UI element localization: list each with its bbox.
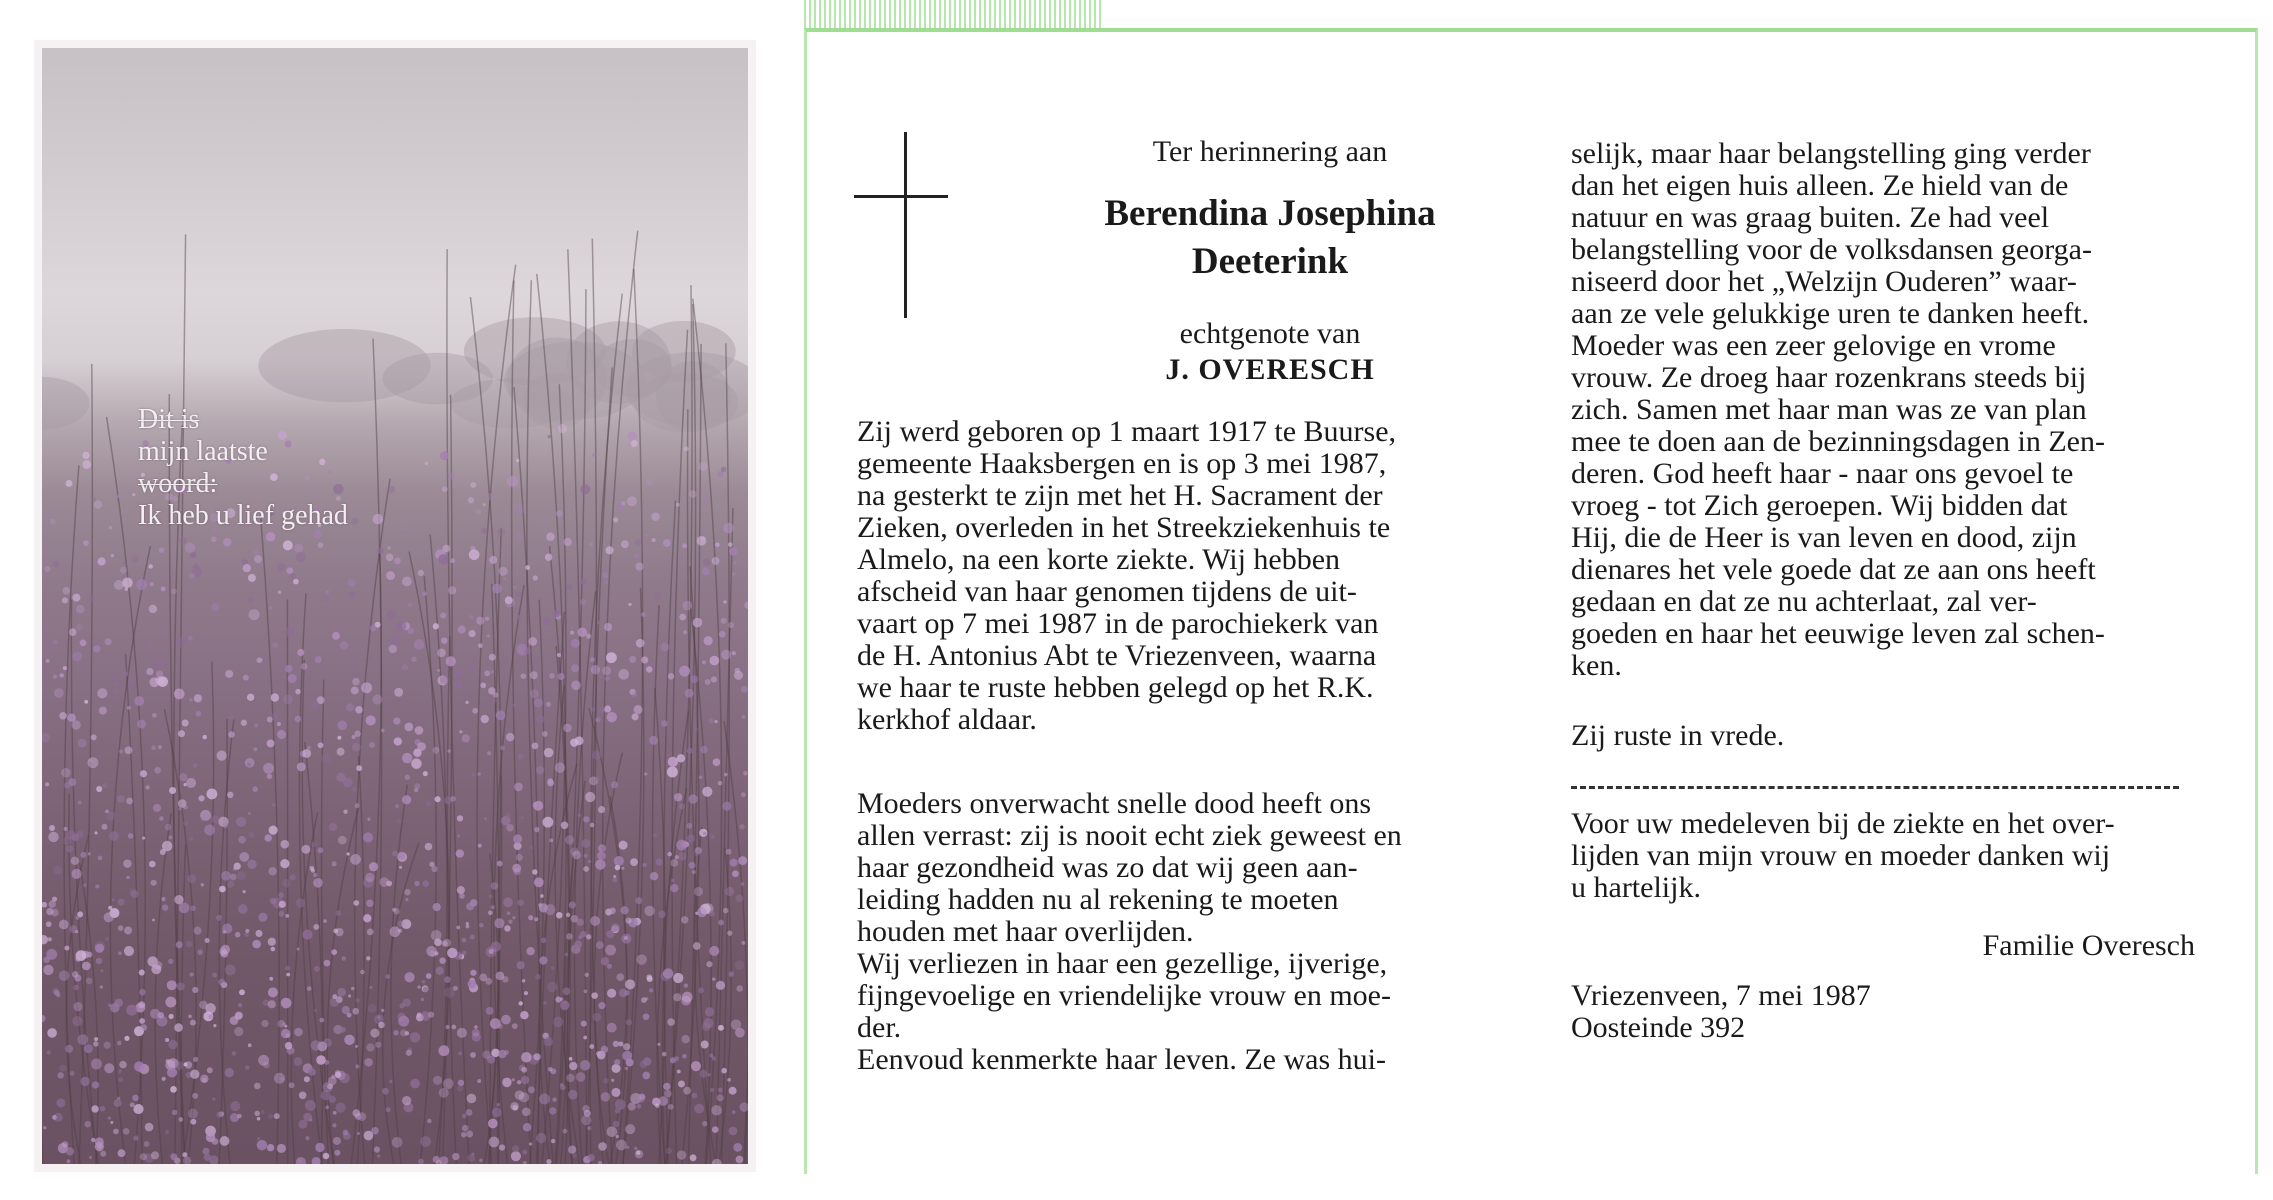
text-line: de H. Antonius Abt te Vriezenveen, waarna (857, 639, 1377, 672)
text-line: Zij werd geboren op 1 maart 1917 te Buurse, (857, 415, 1397, 448)
heather-illustration (42, 48, 748, 1164)
text-line: Wij verliezen in haar een gezellige, ijverige, (857, 947, 1388, 980)
photo-quote (138, 404, 498, 532)
quote-line-3: woord: (138, 468, 218, 499)
text-line: goeden en haar het eeuwige leven zal schen- (1571, 617, 2105, 650)
text-line: Almelo, na een korte ziekte. Wij hebben (857, 543, 1341, 576)
paragraph-memories (857, 788, 1402, 1076)
text-line: niseerd door het „Welzijn Ouderen” waar- (1571, 265, 2077, 298)
text-line: der. (857, 1011, 902, 1044)
text-line: ken. (1571, 649, 1622, 682)
text-line: deren. God heeft haar - naar ons gevoel te (1571, 457, 2074, 490)
heather-field-photo (42, 48, 748, 1164)
text-line: u hartelijk. (1571, 871, 1701, 904)
text-line: afscheid van haar genomen tijdens de uit- (857, 575, 1357, 608)
text-line: vroeg - tot Zich geroepen. Wij bidden dat (1571, 489, 2068, 522)
text-line: na gesterkt te zijn met het H. Sacrament der (857, 479, 1383, 512)
quote-line-1: Dit is (138, 404, 200, 435)
text-line: haar gezondheid was zo dat wij geen aan- (857, 851, 1358, 884)
text-line: gedaan en dat ze nu achterlaat, zal ver- (1571, 585, 2037, 618)
text-line: Moeder was een zeer gelovige en vrome (1571, 329, 2056, 362)
deceased-name (960, 190, 1580, 286)
text-line: kerkhof aldaar. (857, 703, 1037, 736)
text-line: natuur en was graag buiten. Ze had veel (1571, 201, 2050, 234)
text-line: vaart op 7 mei 1987 in de parochiekerk van (857, 607, 1379, 640)
text-line: Eenvoud kenmerkte haar leven. Ze was hui- (857, 1043, 1386, 1076)
text-line: dienares het vele goede dat ze aan ons heeft (1571, 553, 2096, 586)
spouse-name: J. OVERESCH (1165, 353, 1375, 386)
text-line: dan het eigen huis alleen. Ze hield van de (1571, 169, 2069, 202)
text-line: gemeente Haaksbergen en is op 3 mei 1987, (857, 447, 1387, 480)
dashed-divider (1571, 786, 2179, 789)
quote-line-4: Ik heb u lief gehad (138, 500, 348, 531)
paragraph-biography (857, 416, 1396, 736)
text-line: fijngevoelige en vriendelijke vrouw en moe- (857, 979, 1391, 1012)
place-and-address (1571, 980, 1871, 1044)
paragraph-character (1571, 138, 2105, 682)
text-line: allen verrast: zij is nooit echt ziek geweest en (857, 819, 1402, 852)
place-date: Vriezenveen, 7 mei 1987 (1571, 979, 1871, 1012)
rest-in-peace: Zij ruste in vrede. (1571, 719, 1785, 752)
text-line: Zieken, overleden in het Streekziekenhuis te (857, 511, 1391, 544)
family-signature: Familie Overesch (1982, 929, 2195, 962)
thanks-text (1571, 808, 2115, 904)
cross-icon-horizontal (854, 195, 948, 198)
text-line: zich. Samen met haar man was ze van plan (1571, 393, 2087, 426)
text-line: Hij, die de Heer is van leven en dood, zijn (1571, 521, 2077, 554)
text-line: mee te doen aan de bezinningsdagen in Zen- (1571, 425, 2105, 458)
cross-icon-vertical (904, 132, 907, 318)
text-line: selijk, maar haar belangstelling ging verder (1571, 137, 2091, 170)
quote-line-2: mijn laatste (138, 436, 268, 467)
deceased-name-line-1: Berendina Josephina (1104, 193, 1436, 234)
text-line: Voor uw medeleven bij de ziekte en het over- (1571, 807, 2115, 840)
spouse-label: echtgenote van (1179, 317, 1361, 350)
text-line: leiding hadden nu al rekening te moeten (857, 883, 1339, 916)
text-line: belangstelling voor de volksdansen georga- (1571, 233, 2092, 266)
text-line: lijden van mijn vrouw en moeder danken wij (1571, 839, 2111, 872)
text-line: houden met haar overlijden. (857, 915, 1194, 948)
photo-card (34, 40, 756, 1172)
text-line: aan ze vele gelukkige uren te danken heeft. (1571, 297, 2090, 330)
intro-text: Ter herinnering aan (1152, 135, 1388, 168)
address: Oosteinde 392 (1571, 1011, 1746, 1044)
text-line: we haar te ruste hebben gelegd op het R.K. (857, 671, 1374, 704)
text-line: Moeders onverwacht snelle dood heeft ons (857, 787, 1372, 820)
text-line: vrouw. Ze droeg haar rozenkrans steeds bij (1571, 361, 2087, 394)
deceased-name-line-2: Deeterink (1191, 241, 1349, 282)
